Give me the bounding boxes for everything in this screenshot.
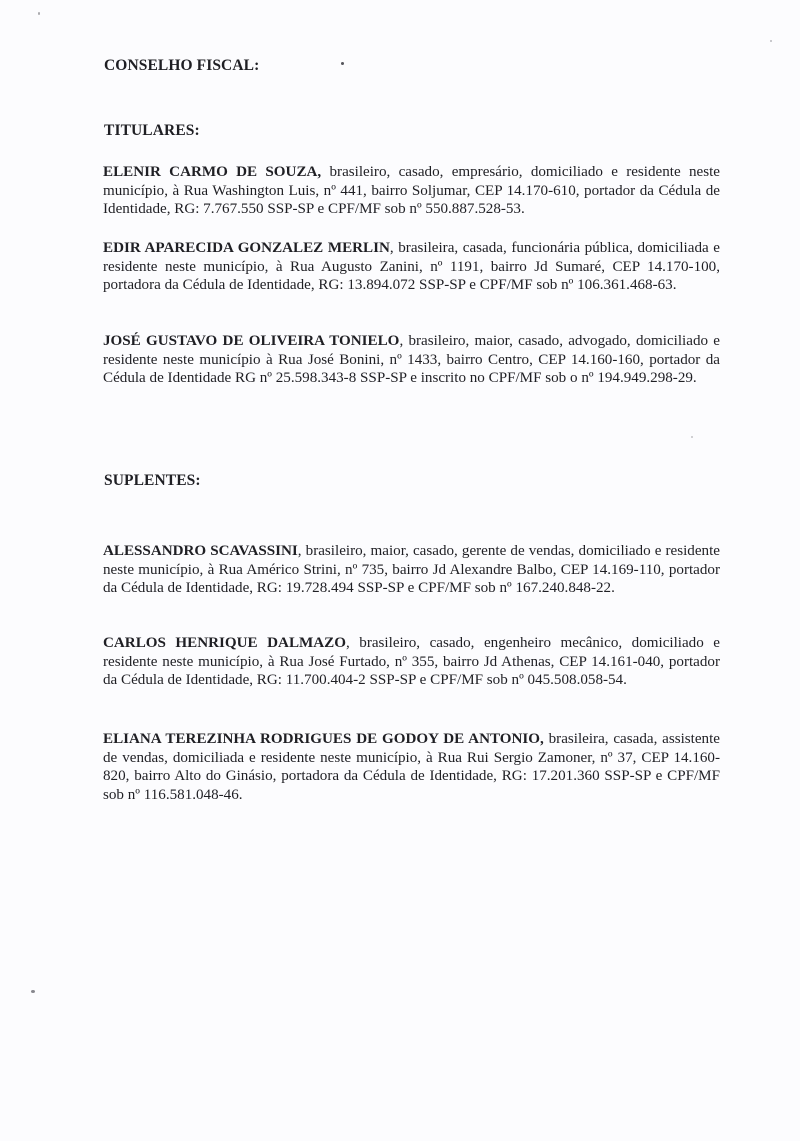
titular-entry — [103, 239, 720, 295]
titular-name: ELENIR CARMO DE SOUZA, — [103, 164, 322, 180]
scan-speck — [38, 12, 40, 15]
suplente-details: brasileira, casada, assistente de vendas, domiciliada e residente neste município, à Rua Rui Sergio Zamoner, nº 37, CEP 14.160-820, bairro Alto do Ginásio, portadora da Cédula de Identidade, RG: 17.201.360 SSP-SP e CPF/MF sob nº 116.581.048-46. — [103, 731, 720, 803]
suplentes-heading: SUPLENTES: — [104, 472, 201, 489]
titular-name: EDIR APARECIDA GONZALEZ MERLIN — [103, 240, 390, 256]
section-title: CONSELHO FISCAL: — [104, 57, 260, 74]
suplente-entry — [103, 634, 720, 690]
suplente-entry — [103, 542, 720, 598]
titular-name: JOSÉ GUSTAVO DE OLIVEIRA TONIELO — [103, 333, 400, 349]
suplente-details: , brasileiro, maior, casado, gerente de vendas, domiciliado e residente neste município, à Rua Américo Strini, nº 735, bairro Jd Alexandre Balbo, CEP 14.169-110, portador da Cédula de Identidade, RG: 19.728.494 SSP-SP e CPF/MF sob nº 167.240.848-22. — [103, 543, 720, 597]
titular-details: , brasileira, casada, funcionária pública, domiciliada e residente neste município, à Rua Augusto Zanini, nº 1191, bairro Jd Sumaré, CEP 14.170-100, portadora da Cédula de Identidade, RG: 13.894.072 SSP-SP e CPF/MF sob nº 106.361.468-63. — [103, 240, 720, 294]
scan-speck — [691, 436, 693, 438]
suplente-details: , brasileiro, casado, engenheiro mecânico, domiciliado e residente neste município, à Rua José Furtado, nº 355, bairro Jd Athenas, CEP 14.161-040, portador da Cédula de Identidade, RG: 11.700.404-2 SSP-SP e CPF/MF sob nº 045.508.058-54. — [103, 635, 720, 689]
suplente-name: ALESSANDRO SCAVASSINI — [103, 543, 298, 559]
titular-entry — [103, 332, 720, 388]
scan-speck — [770, 40, 772, 42]
suplente-entry — [103, 730, 720, 804]
titular-details: brasileiro, casado, empresário, domiciliado e residente neste município, à Rua Washington Luis, nº 441, bairro Soljumar, CEP 14.170-610, portador da Cédula de Identidade, RG: 7.767.550 SSP-SP e CPF/MF sob nº 550.887.528-53. — [103, 164, 720, 218]
titulares-heading: TITULARES: — [104, 122, 200, 139]
suplente-name: CARLOS HENRIQUE DALMAZO — [103, 635, 346, 651]
suplente-name: ELIANA TEREZINHA RODRIGUES DE GODOY DE ANTONIO, — [103, 731, 544, 747]
titular-details: , brasileiro, maior, casado, advogado, domiciliado e residente neste município à Rua José Bonini, nº 1433, bairro Centro, CEP 14.160-160, portador da Cédula de Identidade RG nº 25.598.343-8 SSP-SP e inscrito no CPF/MF sob o nº 194.949.298-29. — [103, 333, 720, 387]
scan-speck — [31, 990, 35, 993]
scan-speck — [341, 62, 344, 65]
titular-entry — [103, 163, 720, 219]
